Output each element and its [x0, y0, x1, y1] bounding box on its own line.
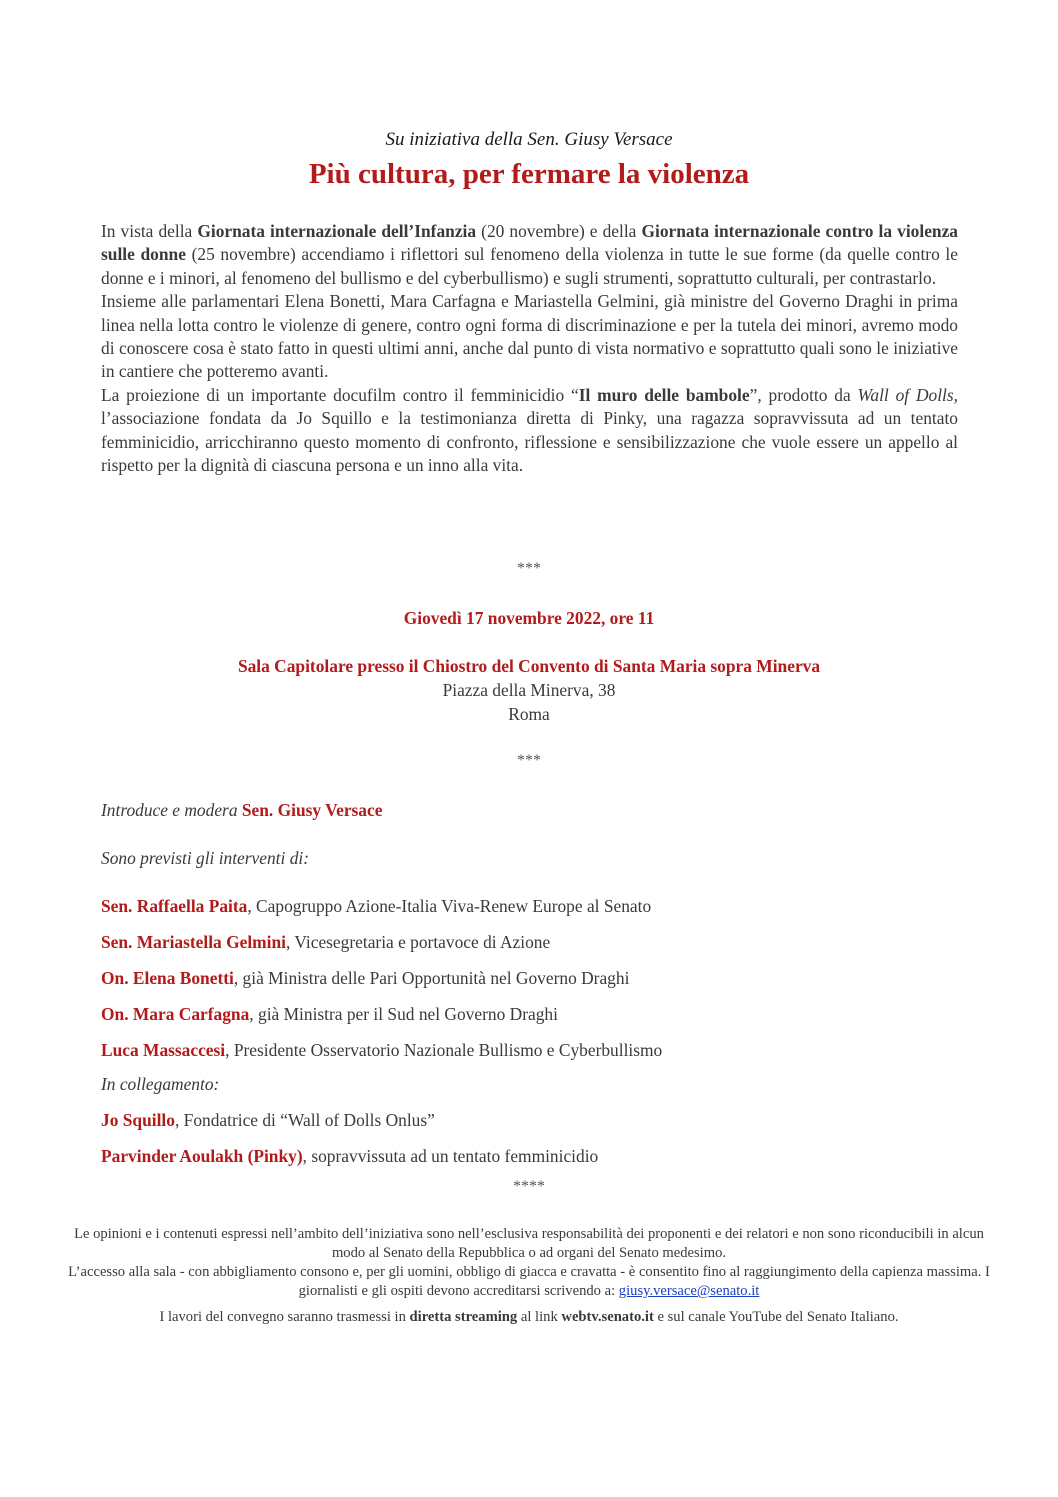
event-address: Piazza della Minerva, 38	[442, 680, 616, 700]
docufilm-title: Il muro delle bambole	[578, 384, 750, 405]
intro-paragraph-2: Insieme alle parlamentari Elena Bonetti, Mara Carfagna e Mariastella Gelmini, già ministre del Governo Draghi in prima linea nella lotta contro le violenze di genere, contro ogni forma di discriminazione e per la tutela dei minori, avremo modo di conoscere cosa è stato fatto in questi ultimi anni, anche dal punto di vista normativo e soprattutto quali sono le iniziative in cantiere che potteremo avanti.	[101, 291, 958, 382]
speaker-role: , Capogruppo Azione-Italia Viva-Renew Europe al Senato	[247, 896, 652, 916]
remote-speaker-row	[101, 1146, 961, 1167]
footer-disclaimer: Le opinioni e i contenuti espressi nell’ambito dell’iniziativa sono nell’esclusiva responsabilità dei proponenti e dei relatori e non sono riconducibili in alcun modo al Senato della Repubblica o ad organi del Senato medesimo.	[74, 1226, 984, 1261]
intro-p3-text: l’associazione fondata da Jo Squillo e la testimonianza diretta di Pinky, una ragazza sopravvissuta ad un tentato femminicidio, arricchiranno questo momento di confronto, riflessione e sensibilizzazione che vuole essere un appello al rispetto per la dignità di ciascuna persona e un inno alla vita.	[101, 408, 958, 476]
intro-paragraph-3	[101, 384, 958, 478]
streaming-text: e sul canale YouTube del Senato Italiano.	[653, 1309, 899, 1325]
childhood-day-name: Giornata internazionale dell’Infanzia	[197, 221, 477, 241]
speaker-role: , sopravvissuta ad un tentato femminicidio	[302, 1146, 599, 1166]
speaker-role: , già Ministra delle Pari Opportunità nel Governo Draghi	[233, 968, 630, 988]
speaker-row	[101, 1004, 961, 1025]
event-venue: Sala Capitolare presso il Chiostro del Convento di Santa Maria sopra Minerva	[237, 656, 821, 676]
speaker-row	[101, 932, 961, 953]
page-title: Più cultura, per fermare la violenza	[308, 158, 750, 190]
speaker-row	[101, 1040, 961, 1061]
speaker-name: On. Elena Bonetti	[101, 968, 234, 988]
streaming-line	[60, 1308, 998, 1327]
separator: ***	[517, 752, 541, 769]
speaker-role: , già Ministra per il Sud nel Governo Draghi	[249, 1004, 558, 1024]
intro-p1-text: In vista della	[101, 221, 198, 241]
speaker-name: Luca Massaccesi	[101, 1040, 226, 1060]
intro-p3-text: La proiezione di un importante docufilm contro il femminicidio “	[101, 384, 579, 405]
footer-streaming	[60, 1308, 998, 1327]
speaker-row	[101, 896, 961, 917]
association-name: Wall of Dolls,	[857, 384, 958, 405]
streaming-text: al link	[517, 1309, 562, 1325]
speaker-role: , Vicesegretaria e portavoce di Azione	[286, 932, 551, 952]
email-link[interactable]: giusy.versace@senato.it	[618, 1283, 760, 1299]
speaker-name: Sen. Mariastella Gelmini	[101, 932, 286, 952]
initiative-subtitle: Su iniziativa della Sen. Giusy Versace	[385, 129, 673, 150]
remote-label	[101, 1074, 961, 1095]
intro-p3-text: ”, prodotto da	[749, 384, 858, 405]
moderator-label: Introduce e modera	[101, 800, 242, 820]
speaker-role: , Presidente Osservatorio Nazionale Bullismo e Cyberbullismo	[225, 1040, 663, 1060]
remote-speaker-row	[101, 1110, 961, 1131]
event-city: Roma	[508, 704, 550, 724]
streaming-highlight: diretta streaming	[409, 1309, 518, 1325]
footer-notes	[60, 1225, 998, 1301]
intro-text	[101, 220, 958, 477]
streaming-text: I lavori del convegno saranno trasmessi in	[159, 1309, 410, 1325]
speaker-row	[101, 968, 961, 989]
intro-paragraph-1	[101, 220, 958, 290]
speaker-name: Parvinder Aoulakh (Pinky)	[101, 1146, 303, 1166]
intro-p1-text: (25 novembre) accendiamo i riflettori sul fenomeno della violenza in tutte le sue forme (da quelle contro le donne e i minori, al fenomeno del bullismo e del cyberbullismo) e sugli strumenti, soprattutto culturali, per contrastarlo.	[101, 244, 958, 288]
violence-day-name: Giornata internazionale contro la violenza sulle donne	[101, 221, 959, 265]
moderator-name: Sen. Giusy Versace	[241, 800, 383, 820]
speaker-name: Jo Squillo	[101, 1110, 175, 1130]
speaker-name: On. Mara Carfagna	[101, 1004, 250, 1024]
webtv-link[interactable]: webtv.senato.it	[561, 1309, 654, 1325]
intro-p1-text: (20 novembre) e della	[476, 221, 642, 241]
speaker-role: , Fondatrice di “Wall of Dolls Onlus”	[174, 1110, 435, 1130]
footer-access	[60, 1263, 998, 1301]
separator: ****	[513, 1178, 545, 1195]
separator: ***	[517, 560, 541, 577]
event-date: Giovedì 17 novembre 2022, ore 11	[403, 608, 655, 628]
moderator-line	[101, 800, 961, 821]
remote-label-text: In collegamento:	[101, 1074, 220, 1094]
speakers-label-text: Sono previsti gli interventi di:	[101, 848, 310, 868]
speaker-name: Sen. Raffaella Paita	[101, 896, 248, 916]
speakers-label	[101, 848, 961, 869]
footer-access-text: L’accesso alla sala - con abbigliamento consono e, per gli uomini, obbligo di giacca e cravatta - è consentito fino al raggiungimento della capienza massima. I giornalisti e gli ospiti devono accreditarsi scrivendo a:	[68, 1264, 990, 1299]
